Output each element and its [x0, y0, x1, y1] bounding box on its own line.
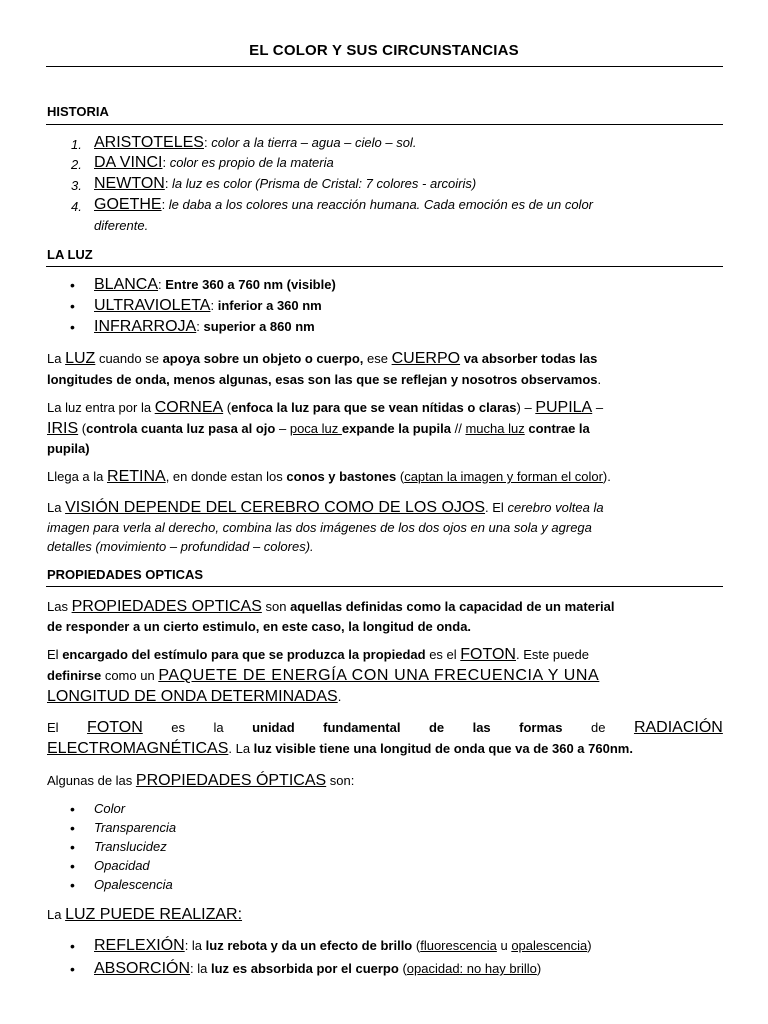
list-number: 1. [71, 137, 82, 152]
paragraph-line: La LUZ cuando se apoya sobre un objeto o cuerpo, ese CUERPO va absorber todas las [47, 350, 598, 367]
list-item: GOETHE: le daba a los colores una reacción humana. Cada emoción es de un color [94, 196, 594, 213]
list-number: 2. [71, 157, 82, 172]
term: DA VINCI [94, 154, 163, 171]
term: ABSORCIÓN [94, 960, 191, 977]
list-item: BLANCA: Entre 360 a 760 nm (visible) [94, 276, 336, 293]
list-number: 4. [71, 199, 82, 214]
paragraph-line: imagen para verla al derecho, combina las dos imágenes de los dos ojos en una sola y agrega [47, 520, 592, 535]
bullet: • [70, 961, 75, 977]
bullet: • [70, 801, 75, 817]
list-item: ARISTOTELES: color a la tierra – agua – cielo – sol. [94, 134, 417, 151]
list-item: Color [94, 801, 126, 816]
item-text: Entre 360 a 760 nm (visible) [165, 277, 336, 292]
paragraph-line: pupila) [47, 441, 90, 456]
term: PUPILA [535, 399, 593, 416]
section-heading-luz: LA LUZ [47, 247, 93, 262]
term: FOTON [87, 719, 143, 736]
item-text: la luz es color (Prisma de Cristal: 7 colores - arcoiris) [172, 176, 477, 191]
bullet: • [70, 820, 75, 836]
term: ULTRAVIOLETA [94, 297, 211, 314]
paragraph-line: El FOTON es la unidad fundamental de las formas de RADIACIÓN [47, 719, 723, 736]
term: PAQUETE DE ENERGÍA CON UNA FRECUENCIA Y UNA [158, 667, 600, 684]
paragraph-line: IRIS (controla cuanta luz pasa al ojo – poca luz expande la pupila // mucha luz contrae la [47, 420, 590, 437]
bullet: • [70, 858, 75, 874]
item-text: le daba a los colores una reacción humana. Cada emoción es de un color [168, 197, 594, 212]
paragraph-line: Las PROPIEDADES OPTICAS son aquellas definidas como la capacidad de un material [47, 598, 615, 615]
list-item: Translucidez [94, 839, 167, 854]
list-item: INFRARROJA: superior a 860 nm [94, 318, 315, 335]
paragraph-line: La luz entra por la CORNEA (enfoca la luz para que se vean nítidas o claras) – PUPILA – [47, 399, 604, 416]
term: BLANCA [94, 276, 159, 293]
paragraph-line: El encargado del estímulo para que se produzca la propiedad es el FOTON. Este puede [47, 646, 589, 663]
term: CORNEA [154, 399, 224, 416]
item-text: inferior a 360 nm [217, 298, 322, 313]
item-text-continued: diferente. [94, 218, 149, 233]
list-item: Opalescencia [94, 877, 173, 892]
paragraph-line: Algunas de las PROPIEDADES ÓPTICAS son: [47, 772, 355, 789]
list-item: ULTRAVIOLETA: inferior a 360 nm [94, 297, 322, 314]
term: FOTON [460, 646, 516, 663]
section-rule [46, 586, 723, 587]
term: LONGITUD DE ONDA DETERMINADAS [47, 688, 338, 705]
term: RETINA [107, 468, 166, 485]
list-number: 3. [71, 178, 82, 193]
term: RADIACIÓN [633, 719, 723, 736]
title-rule [46, 66, 723, 67]
bullet: • [70, 839, 75, 855]
list-item: Transparencia [94, 820, 177, 835]
paragraph-line: La VISIÓN DEPENDE DEL CEREBRO COMO DE LOS OJOS. El cerebro voltea la [47, 499, 604, 516]
list-item: Opacidad [94, 858, 150, 873]
term: LUZ PUEDE REALIZAR: [65, 906, 243, 923]
paragraph-line: de responder a un cierto estimulo, en este caso, la longitud de onda. [47, 619, 472, 634]
term: ELECTROMAGNÉTICAS [47, 740, 229, 757]
list-item: DA VINCI: color es propio de la materia [94, 154, 334, 171]
term: INFRARROJA [94, 318, 197, 335]
term: PROPIEDADES OPTICAS [71, 598, 262, 615]
bullet: • [70, 319, 75, 335]
paragraph-line: longitudes de onda, menos algunas, esas son las que se reflejan y nosotros observamos. [47, 372, 602, 387]
page-title: EL COLOR Y SUS CIRCUNSTANCIAS [249, 42, 519, 59]
term: IRIS [47, 420, 79, 437]
term: PROPIEDADES ÓPTICAS [135, 772, 327, 789]
bullet: • [70, 298, 75, 314]
item-text: superior a 860 nm [203, 319, 315, 334]
bullet: • [70, 938, 75, 954]
term: ARISTOTELES [94, 134, 204, 151]
item-text: color es propio de la materia [169, 155, 334, 170]
term: GOETHE [94, 196, 162, 213]
paragraph-line: ELECTROMAGNÉTICAS. La luz visible tiene una longitud de onda que va de 360 a 760nm. [47, 740, 633, 757]
section-heading-historia: HISTORIA [47, 104, 109, 119]
paragraph-line: detalles (movimiento – profundidad – colores). [47, 539, 314, 554]
section-rule [46, 266, 723, 267]
term: CUERPO [391, 350, 461, 367]
section-rule [46, 124, 723, 125]
term: NEWTON [94, 175, 165, 192]
paragraph-line: LONGITUD DE ONDA DETERMINADAS. [47, 688, 342, 705]
term: REFLEXIÓN [94, 937, 185, 954]
list-item: NEWTON: la luz es color (Prisma de Cristal: 7 colores - arcoiris) [94, 175, 477, 192]
bullet: • [70, 877, 75, 893]
paragraph-line: Llega a la RETINA, en donde estan los conos y bastones (captan la imagen y forman el color). [47, 468, 611, 485]
term: VISIÓN DEPENDE DEL CEREBRO COMO DE LOS OJOS [65, 499, 486, 516]
list-item: REFLEXIÓN: la luz rebota y da un efecto de brillo (fluorescencia u opalescencia) [94, 937, 592, 954]
paragraph-line: definirse como un PAQUETE DE ENERGÍA CON UNA FRECUENCIA Y UNA [47, 667, 600, 684]
section-heading-propiedades: PROPIEDADES OPTICAS [47, 567, 204, 582]
term: LUZ [65, 350, 96, 367]
list-item: ABSORCIÓN: la luz es absorbida por el cuerpo (opacidad: no hay brillo) [94, 960, 542, 977]
item-text: color a la tierra – agua – cielo – sol. [211, 135, 417, 150]
paragraph-line: La LUZ PUEDE REALIZAR: [47, 906, 243, 923]
bullet: • [70, 277, 75, 293]
